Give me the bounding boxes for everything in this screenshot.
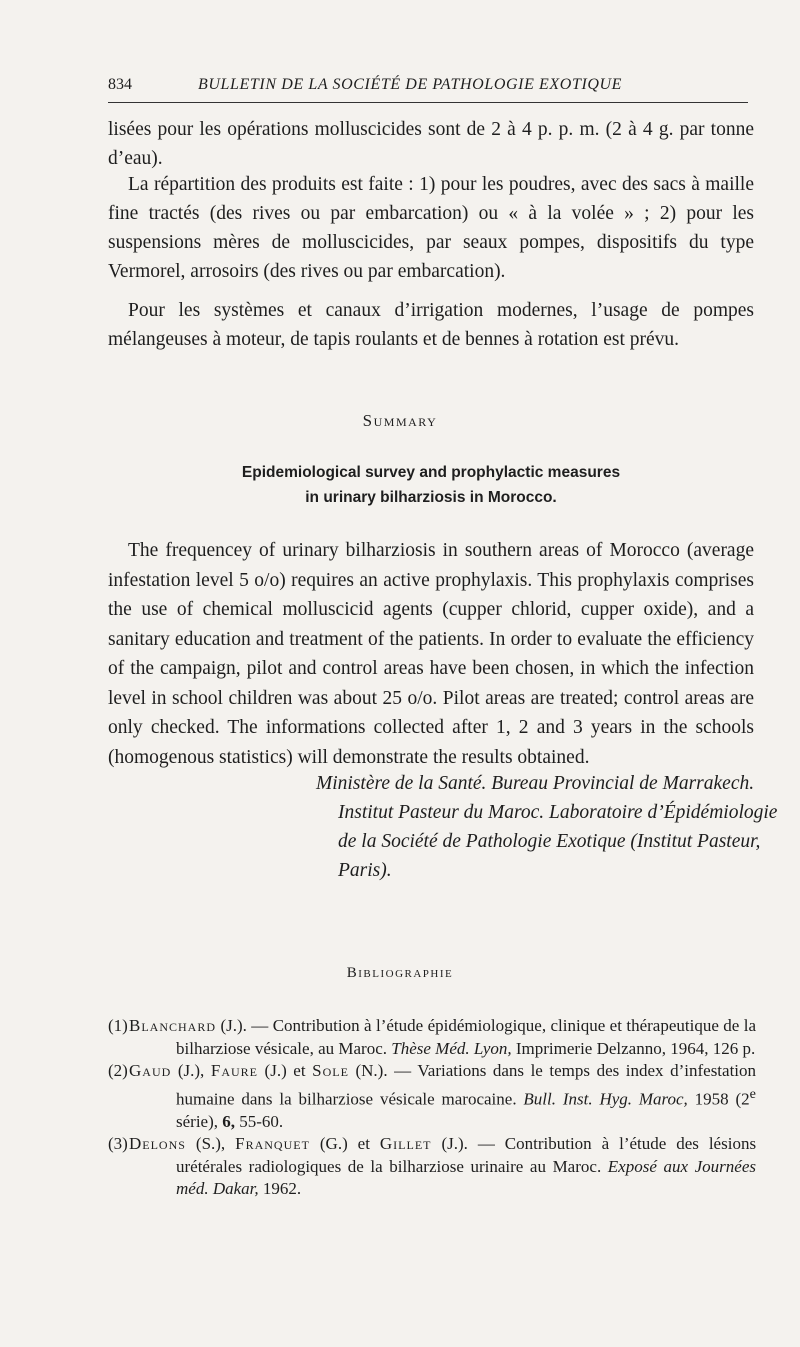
reference-title: — Contribution à l’étude épidémiologique, clinique et thérapeutique de la bilharziose vésicale, au Maroc. <box>176 1016 757 1058</box>
reference-number: (2) <box>108 1061 128 1080</box>
reference-superscript: e <box>749 1085 756 1102</box>
reference-initials: (G.) et <box>319 1134 370 1154</box>
summary-title-line-2: in urinary bilharziosis in Morocco. <box>305 489 557 506</box>
author-affiliation: Ministère de la Santé. Bureau Provincial de Marrakech. Institut Pasteur du Maroc. Laboratoire d’Épidémiologie de la Société de Pathologie Exotique (Institut Pasteur, Paris). <box>316 773 778 881</box>
reference-initials: (J.), <box>177 1061 205 1080</box>
reference-source: Thèse Méd. Lyon, <box>391 1038 512 1058</box>
summary-title <box>108 460 754 510</box>
reference-details: Imprimerie Delzanno, 1964, 126 p. <box>511 1038 756 1058</box>
reference-author: Faure <box>210 1061 258 1080</box>
reference-details: 1958 (2 <box>687 1089 750 1109</box>
reference-details: 1962. <box>258 1179 302 1199</box>
reference-item <box>108 1060 756 1133</box>
reference-author: Franquet <box>235 1134 310 1154</box>
paragraph-continuation: lisées pour les opérations molluscicides sont de 2 à 4 p. p. m. (2 à 4 g. par tonne d’eau). <box>108 119 754 169</box>
reference-pages: 55-60. <box>235 1111 284 1131</box>
reference-author: Delons <box>129 1134 186 1154</box>
reference-item <box>108 1133 756 1201</box>
reference-title: — Contribution à l’étude des lésions urétérales radiologiques de la bilharziose urinaire au Maroc. <box>176 1134 757 1176</box>
reference-number: (1) <box>108 1016 128 1035</box>
reference-author: Sole <box>312 1061 349 1080</box>
reference-author: Gillet <box>379 1134 432 1154</box>
summary-heading: Summary <box>362 411 438 430</box>
reference-initials: (N.). <box>355 1061 388 1080</box>
reference-author: Gaud <box>129 1061 172 1080</box>
paragraph-irrigation: Pour les systèmes et canaux d’irrigation modernes, l’usage de pompes mélangeuses à moteur, de tapis roulants et de bennes à rotation est prévu. <box>108 300 754 350</box>
bibliography-list <box>108 1015 756 1201</box>
reference-author: Blanchard <box>129 1016 217 1035</box>
reference-initials: (J.) et <box>264 1061 306 1080</box>
reference-initials: (J.). <box>441 1134 468 1154</box>
reference-source: Bull. Inst. Hyg. Maroc, <box>523 1089 688 1109</box>
paragraph-distribution: La répartition des produits est faite : 1) pour les poudres, avec des sacs à maille fine tractés (des rives ou par embarcation) ou « à la volée » ; 2) pour les suspensions mères de molluscicides, par seaux pompes, dispositifs du type Vermorel, arrosoirs (des rives ou par embarcation). <box>108 174 754 282</box>
reference-source: Exposé aux Journées méd. Dakar, <box>176 1156 756 1199</box>
reference-initials: (S.), <box>195 1134 226 1154</box>
reference-title: — Variations dans le temps des index d’infestation humaine dans la bilharziose vésicale marocaine. <box>176 1061 757 1109</box>
reference-volume: 6, <box>222 1111 236 1131</box>
reference-initials: (J.). <box>220 1016 247 1035</box>
running-title: BULLETIN DE LA SOCIÉTÉ DE PATHOLOGIE EXOTIQUE <box>198 76 623 93</box>
page-header <box>108 72 748 103</box>
reference-details: série), <box>176 1111 223 1131</box>
reference-item <box>108 1015 756 1060</box>
page-number: 834 <box>108 76 132 93</box>
bibliography-heading: Bibliographie <box>346 965 454 981</box>
reference-number: (3) <box>108 1134 128 1154</box>
summary-title-line-1: Epidemiological survey and prophylactic measures <box>241 464 621 481</box>
summary-body: The frequencey of urinary bilharziosis in southern areas of Morocco (average infestation level 5 o/o) requires an active prophylaxis. This prophylaxis comprises the use of chemical molluscicid agents (cupper chlorid, cupper oxide), and a sanitary education and treatment of the patients. In order to evaluate the efficiency of the campaign, pilot and control areas have been chosen, in which the infection level in school children was about 25 o/o. Pilot areas are treated; control areas are only checked. The informations collected after 1, 2 and 3 years in the schools (homogenous statistics) will demonstrate the results obtained. <box>108 540 754 768</box>
